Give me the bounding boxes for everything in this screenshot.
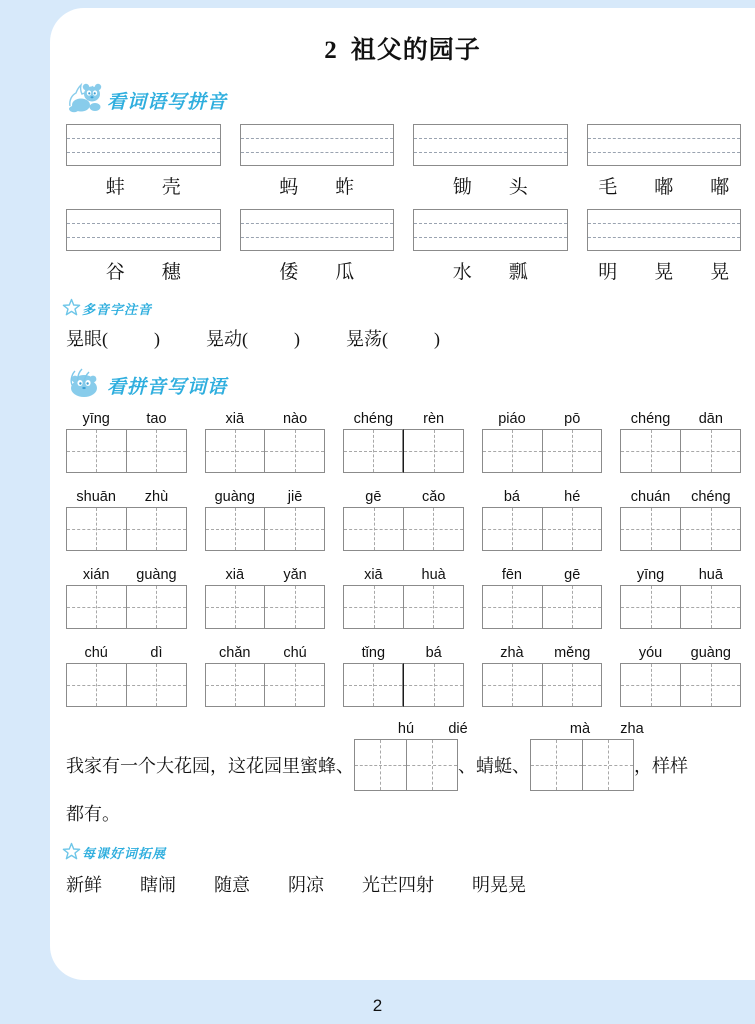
sentence-text-part3: ，样样	[634, 756, 688, 776]
word-label: 倭 瓜	[279, 262, 364, 283]
tianzige-cell[interactable]	[66, 429, 127, 473]
polyphone-item	[66, 325, 160, 351]
tianzige-pair	[343, 507, 464, 551]
pinyin-writing-box[interactable]	[240, 209, 395, 251]
tianzige-cell[interactable]	[482, 429, 543, 473]
pinyin-grid-group	[343, 567, 464, 629]
polyphone-dotted-char: 晃	[346, 329, 364, 349]
word-label: 谷 穗	[105, 262, 190, 283]
tianzige-cell[interactable]	[265, 429, 325, 473]
polyphone-row	[66, 325, 755, 351]
pinyin-grid-group	[482, 489, 603, 551]
tianzige-cell[interactable]	[265, 507, 325, 551]
pinyin-grid-group	[620, 489, 741, 551]
tianzige-cell[interactable]	[620, 429, 681, 473]
pinyin-label-pair	[620, 567, 741, 583]
tianzige-pair	[482, 429, 603, 473]
tianzige-pair	[620, 429, 741, 473]
pinyin-syllable: yīng	[82, 411, 110, 427]
pinyin-label-pair	[343, 645, 464, 661]
tianzige-pair	[205, 507, 326, 551]
section-heading-polyphone	[62, 298, 755, 317]
sentence-exercise	[66, 721, 741, 826]
pinyin-label-pair	[620, 411, 741, 427]
tianzige-cell[interactable]	[681, 663, 741, 707]
tianzige-cell[interactable]	[543, 507, 603, 551]
tianzige-pair	[343, 429, 464, 473]
pinyin-label-pair	[482, 489, 603, 505]
sentence-text-part2: 、蜻蜓、	[458, 756, 530, 776]
extend-words-row	[66, 871, 755, 897]
pinyin-writing-box[interactable]	[240, 124, 395, 166]
pinyin-syllable: chǎn	[219, 645, 251, 661]
pinyin-grid-group	[343, 645, 464, 707]
pinyin-grid-group	[205, 567, 326, 629]
pinyin-grid-group	[620, 411, 741, 473]
pinyin-grid-group	[205, 411, 326, 473]
tianzige-cell[interactable]	[482, 585, 543, 629]
tianzige-cell[interactable]	[66, 663, 127, 707]
pinyin-syllable: fēn	[501, 567, 523, 583]
pinyin-syllable: guàng	[214, 489, 255, 505]
tianzige-cell[interactable]	[265, 585, 325, 629]
pinyin-syllable: xián	[82, 567, 110, 583]
star-icon	[62, 298, 81, 317]
pinyin-grid-row	[66, 411, 741, 473]
sentence-line-1	[66, 738, 741, 792]
tianzige-pair	[620, 507, 741, 551]
tianzige-pair	[205, 663, 326, 707]
tianzige-cell[interactable]	[620, 663, 681, 707]
tianzige-pair	[482, 663, 603, 707]
tianzige-cell[interactable]	[404, 585, 464, 629]
tianzige-pair	[66, 507, 187, 551]
tianzige-cell[interactable]	[354, 739, 407, 791]
section-heading-label: 多音字注音	[82, 302, 153, 317]
pinyin-label-pair	[482, 411, 603, 427]
paren-close: )	[154, 329, 160, 349]
tianzige-cell[interactable]	[583, 739, 635, 791]
pinyin-label-pair	[66, 411, 187, 427]
tianzige-pair	[482, 585, 603, 629]
lesson-title: 祖父的园子	[350, 37, 481, 64]
paren-open: (	[242, 329, 248, 349]
pinyin-syllable: dān	[698, 411, 723, 427]
tianzige-pair	[66, 585, 187, 629]
pinyin-grid-group	[343, 411, 464, 473]
word-pinyin-row-1	[66, 124, 741, 199]
word-cell	[240, 209, 395, 284]
tianzige-cell[interactable]	[404, 507, 464, 551]
extend-word: 随意	[214, 875, 250, 895]
sentence-answer-boxes-2	[530, 739, 634, 791]
pinyin-grid-group	[66, 489, 187, 551]
tianzige-cell[interactable]	[127, 507, 187, 551]
pinyin-label-pair	[554, 721, 658, 737]
pinyin-syllable: cǎo	[421, 489, 446, 505]
tianzige-cell[interactable]	[265, 663, 325, 707]
tianzige-cell[interactable]	[681, 507, 741, 551]
pinyin-syllable: tǐng	[361, 645, 386, 661]
section-heading-label: 看拼音写词语	[107, 377, 228, 398]
polyphone-dotted-char: 晃	[206, 329, 224, 349]
pinyin-syllable: pō	[564, 411, 581, 427]
pinyin-syllable: chú	[283, 645, 307, 661]
pinyin-syllable: yóu	[638, 645, 663, 661]
pinyin-label-pair	[380, 721, 484, 737]
section-heading-label: 看词语写拼音	[107, 92, 228, 113]
word-label: 水 瓢	[452, 262, 537, 283]
pinyin-syllable: zhà	[500, 645, 524, 661]
pinyin-syllable: nào	[282, 411, 308, 427]
tianzige-cell[interactable]	[620, 585, 681, 629]
paren-close: )	[294, 329, 300, 349]
tianzige-cell[interactable]	[205, 585, 266, 629]
pinyin-label-pair	[343, 489, 464, 505]
section-heading-write-pinyin	[62, 80, 755, 114]
tianzige-pair	[620, 585, 741, 629]
pinyin-syllable: tao	[146, 411, 167, 427]
word-cell	[66, 124, 221, 199]
tianzige-cell[interactable]	[205, 663, 266, 707]
word-label: 蚂 蚱	[279, 177, 364, 198]
pinyin-grid-row	[66, 489, 741, 551]
tianzige-cell[interactable]	[66, 507, 127, 551]
pinyin-syllable: jiē	[287, 489, 303, 505]
extend-word: 明晃晃	[472, 875, 526, 895]
tianzige-pair	[66, 663, 187, 707]
pinyin-syllable: dì	[150, 645, 163, 661]
pinyin-label-pair	[620, 489, 741, 505]
pinyin-syllable: gē	[365, 489, 382, 505]
tianzige-cell[interactable]	[66, 585, 127, 629]
word-cell	[66, 209, 221, 284]
word-label: 毛 嘟 嘟	[598, 177, 739, 198]
tianzige-cell[interactable]	[530, 739, 583, 791]
tianzige-pair	[620, 663, 741, 707]
pinyin-syllable: chú	[84, 645, 108, 661]
pinyin-syllable: měng	[554, 645, 591, 661]
pinyin-syllable: dié	[448, 721, 468, 737]
word-label: 明 晃 晃	[598, 262, 739, 283]
paren-close: )	[434, 329, 440, 349]
word-pinyin-row-2	[66, 209, 741, 284]
tianzige-cell[interactable]	[543, 429, 603, 473]
polyphone-item	[206, 325, 300, 351]
tianzige-cell[interactable]	[127, 585, 187, 629]
tianzige-cell[interactable]	[343, 507, 404, 551]
sentence-pinyin-row	[66, 721, 741, 738]
tianzige-pair	[205, 429, 326, 473]
pinyin-syllable: xiā	[225, 411, 245, 427]
pinyin-label-pair	[482, 645, 603, 661]
tianzige-cell[interactable]	[543, 663, 603, 707]
pinyin-syllable: xiā	[364, 567, 383, 583]
pinyin-syllable: chéng	[630, 411, 671, 427]
extend-word: 新鲜	[66, 875, 102, 895]
pinyin-grid-row	[66, 567, 741, 629]
pinyin-grid-row	[66, 645, 741, 707]
pinyin-syllable: guàng	[136, 567, 177, 583]
pinyin-grid-group	[343, 489, 464, 551]
pinyin-syllable: bá	[425, 645, 442, 661]
pinyin-writing-box[interactable]	[66, 209, 221, 251]
pinyin-writing-box[interactable]	[413, 209, 568, 251]
panda-icon	[62, 365, 106, 399]
sentence-text-part1: 我家有一个大花园，这花园里蜜蜂、	[66, 756, 354, 776]
polyphone-rest: 动	[224, 329, 242, 349]
section-heading-extend-words	[62, 842, 755, 861]
tianzige-cell[interactable]	[620, 507, 681, 551]
pinyin-syllable: huā	[698, 567, 723, 583]
tianzige-cell[interactable]	[127, 663, 187, 707]
pinyin-syllable: yīng	[636, 567, 665, 583]
pinyin-grid-group	[66, 567, 187, 629]
tianzige-pair	[482, 507, 603, 551]
polyphone-rest: 荡	[364, 329, 382, 349]
page-title	[50, 8, 755, 66]
tianzige-cell[interactable]	[343, 663, 403, 707]
star-icon	[62, 842, 81, 861]
tianzige-cell[interactable]	[343, 585, 404, 629]
tianzige-cell[interactable]	[681, 429, 741, 473]
paren-open: (	[382, 329, 388, 349]
tianzige-cell[interactable]	[681, 585, 741, 629]
pinyin-grid-group	[66, 645, 187, 707]
word-cell	[587, 209, 742, 284]
pinyin-syllable: chéng	[691, 489, 731, 505]
word-cell	[413, 209, 568, 284]
pinyin-label-pair	[205, 411, 326, 427]
pinyin-label-pair	[205, 567, 326, 583]
section-heading-label: 每课好词拓展	[82, 846, 167, 861]
word-cell	[413, 124, 568, 199]
pinyin-writing-box[interactable]	[66, 124, 221, 166]
tianzige-pair	[205, 585, 326, 629]
tianzige-cell[interactable]	[403, 663, 463, 707]
pinyin-syllable: chuán	[630, 489, 671, 505]
polyphone-item	[346, 325, 440, 351]
pinyin-label-pair	[482, 567, 603, 583]
pinyin-syllable: chéng	[353, 411, 394, 427]
pinyin-label-pair	[343, 411, 464, 427]
page-number: 2	[372, 996, 383, 1015]
tianzige-cell[interactable]	[403, 429, 463, 473]
pinyin-syllable: hé	[564, 489, 581, 505]
pinyin-syllable: yǎn	[283, 567, 307, 583]
pinyin-writing-box[interactable]	[413, 124, 568, 166]
pinyin-grid-group	[66, 411, 187, 473]
tianzige-cell[interactable]	[482, 507, 543, 551]
pinyin-grid-group	[482, 411, 603, 473]
pinyin-syllable: hú	[397, 721, 415, 737]
pinyin-grid-group	[620, 567, 741, 629]
pinyin-syllable: gē	[564, 567, 581, 583]
word-cell	[587, 124, 742, 199]
sentence-answer-boxes-1	[354, 739, 458, 791]
pinyin-label-pair	[205, 645, 326, 661]
pinyin-syllable: guàng	[690, 645, 731, 661]
pinyin-grid-group	[205, 489, 326, 551]
lesson-number: 2	[324, 37, 338, 64]
pinyin-writing-box[interactable]	[587, 124, 742, 166]
pinyin-label-pair	[66, 489, 187, 505]
pinyin-grid-group	[205, 645, 326, 707]
pinyin-syllable: rèn	[423, 411, 445, 427]
word-cell	[240, 124, 395, 199]
pinyin-syllable: zhù	[144, 489, 169, 505]
tianzige-cell[interactable]	[205, 429, 266, 473]
pinyin-syllable: piáo	[498, 411, 526, 427]
paren-open: (	[102, 329, 108, 349]
tianzige-cell[interactable]	[482, 663, 543, 707]
tianzige-cell[interactable]	[127, 429, 187, 473]
tianzige-cell[interactable]	[205, 507, 266, 551]
pinyin-grid-group	[620, 645, 741, 707]
tianzige-cell[interactable]	[543, 585, 603, 629]
worksheet-card	[50, 8, 755, 980]
pinyin-syllable: zha	[620, 721, 644, 737]
pinyin-label-pair	[205, 489, 326, 505]
tianzige-cell[interactable]	[343, 429, 403, 473]
pinyin-syllable: mà	[569, 721, 591, 737]
pinyin-grid-group	[482, 645, 603, 707]
tianzige-pair	[343, 585, 464, 629]
pinyin-label-pair	[343, 567, 464, 583]
pinyin-syllable: xiā	[225, 567, 245, 583]
polyphone-dotted-char: 晃	[66, 329, 84, 349]
pinyin-syllable: bá	[503, 489, 520, 505]
pinyin-label-pair	[66, 567, 187, 583]
extend-word: 阴凉	[288, 875, 324, 895]
pinyin-label-pair	[620, 645, 741, 661]
tianzige-cell[interactable]	[407, 739, 459, 791]
extend-word: 瞎闹	[140, 875, 176, 895]
pinyin-syllable: huà	[421, 567, 446, 583]
pinyin-writing-box[interactable]	[587, 209, 742, 251]
tianzige-pair	[343, 663, 464, 707]
section-heading-write-words	[62, 365, 755, 399]
pinyin-grid-group	[482, 567, 603, 629]
pinyin-label-pair	[66, 645, 187, 661]
pinyin-syllable: shuān	[76, 489, 116, 505]
extend-word: 光芒四射	[362, 875, 434, 895]
word-label: 锄 头	[452, 177, 537, 198]
tianzige-pair	[66, 429, 187, 473]
word-label: 蚌 壳	[105, 177, 190, 198]
panda-icon	[62, 80, 106, 114]
sentence-line-2: 都有。	[66, 804, 120, 824]
polyphone-rest: 眼	[84, 329, 102, 349]
